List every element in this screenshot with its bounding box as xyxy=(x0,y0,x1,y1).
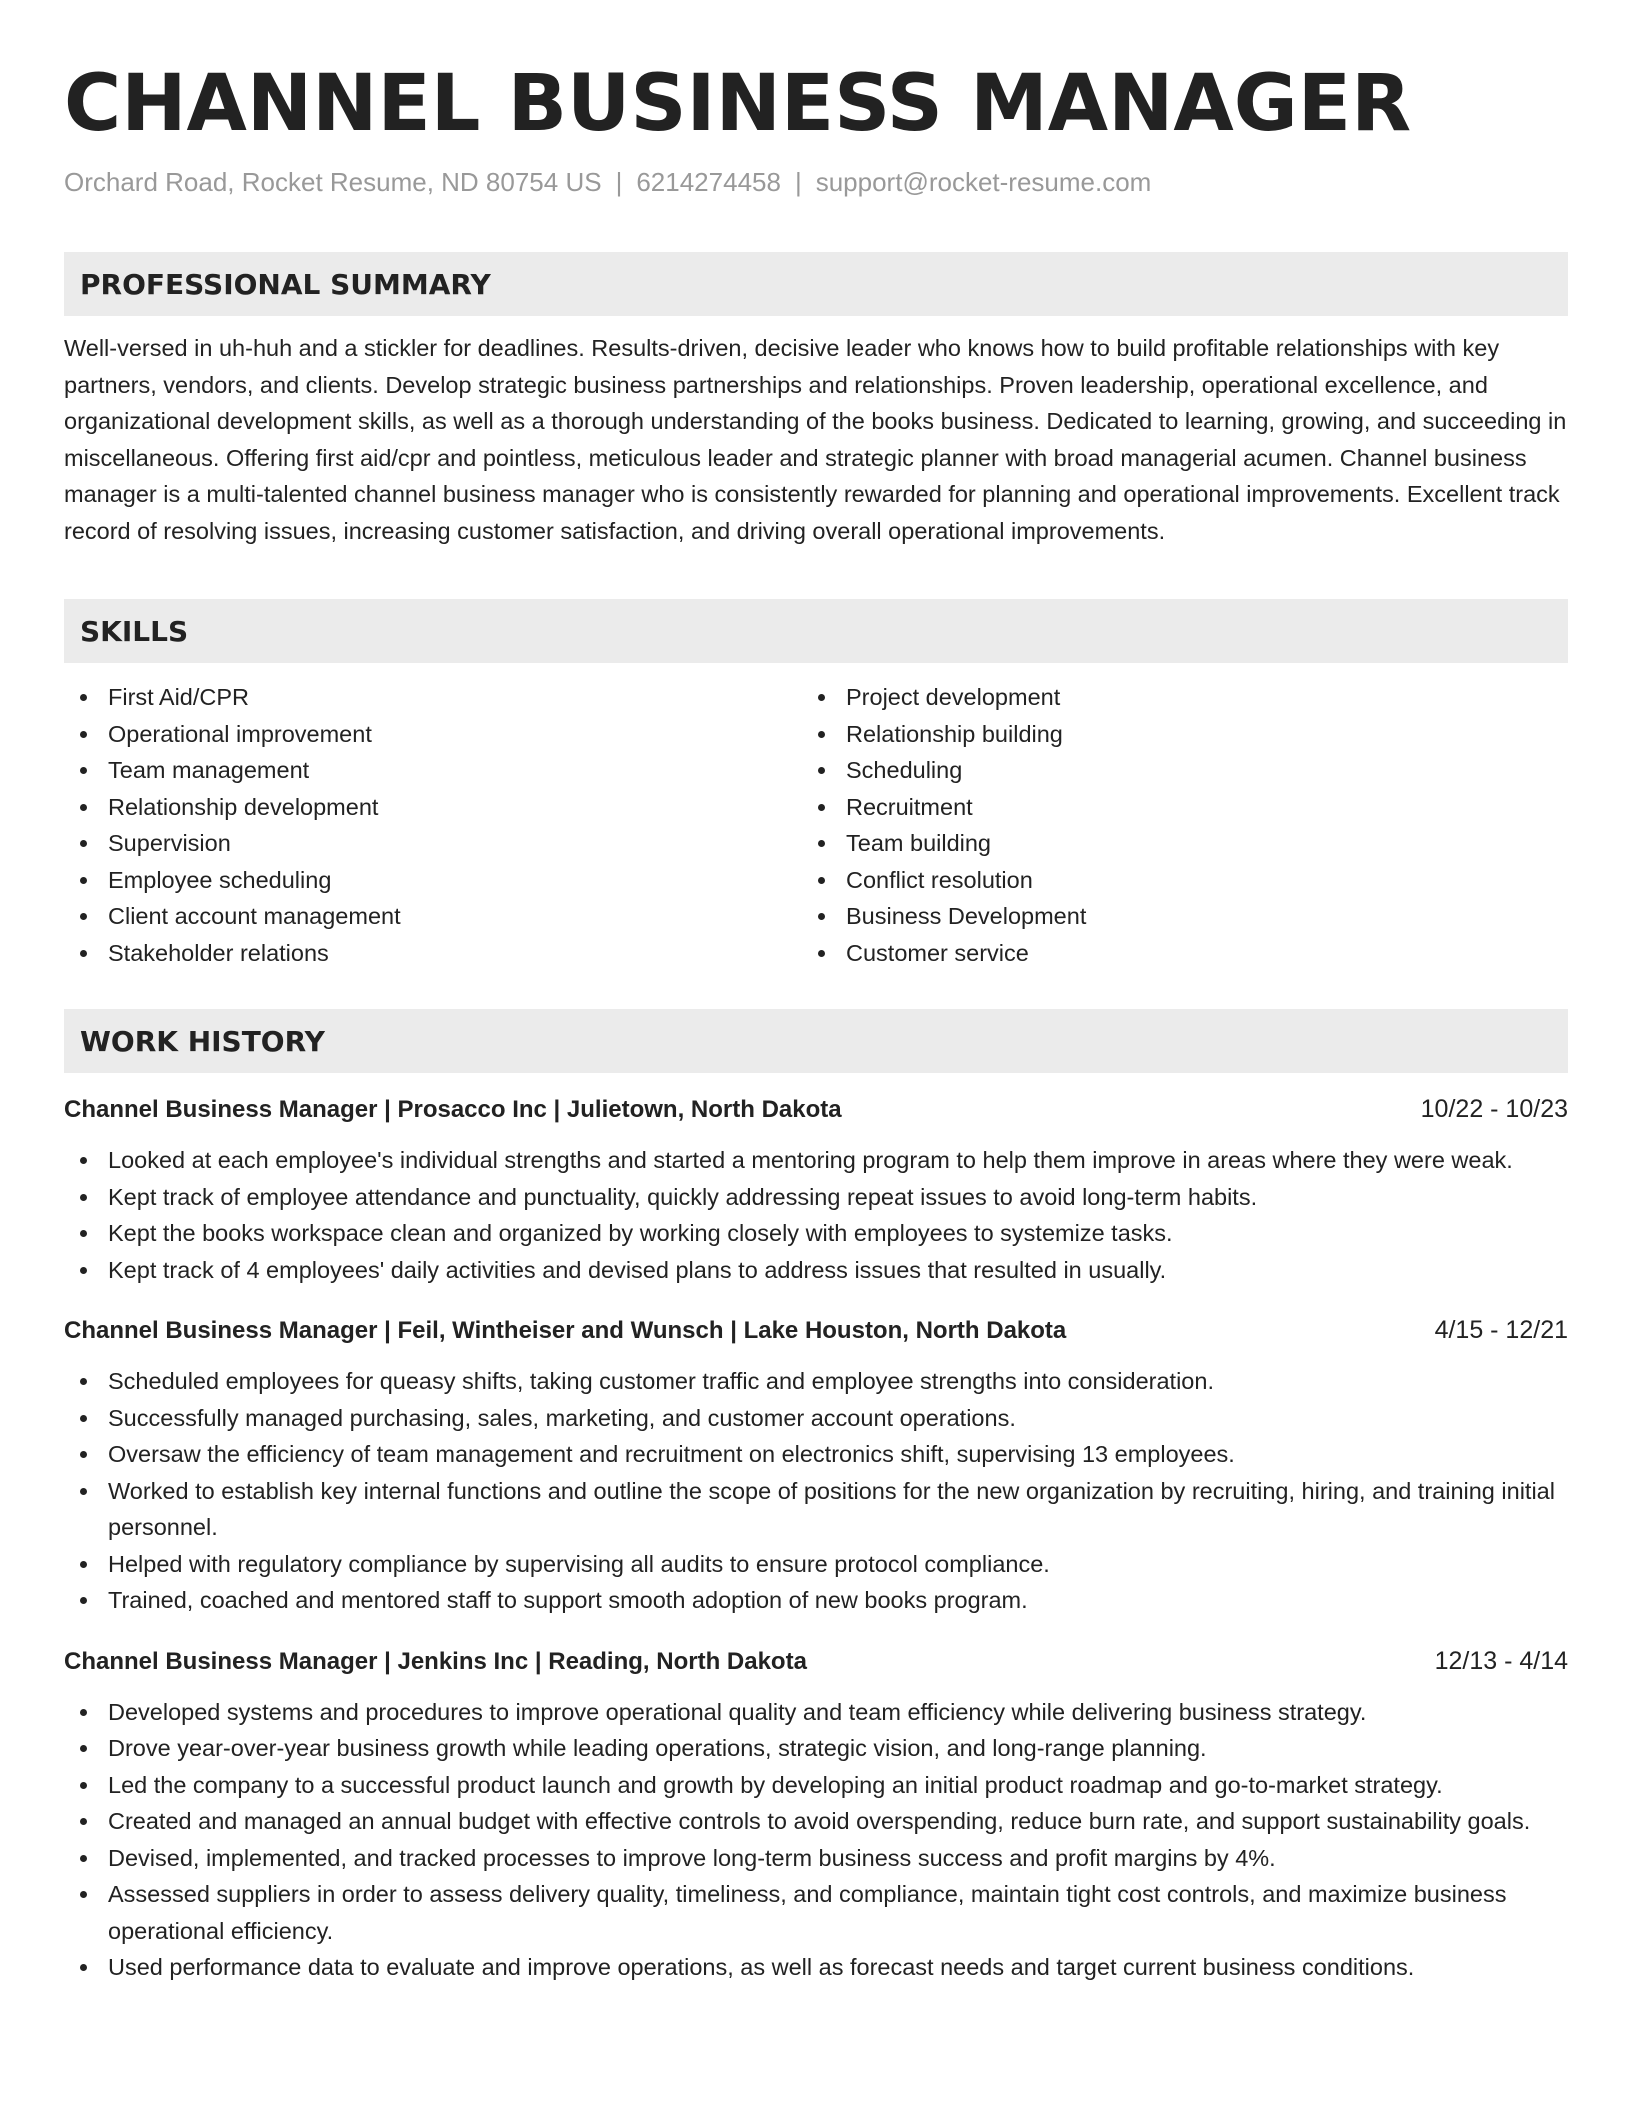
skill-item: Project development xyxy=(816,679,1568,716)
job-dates: 4/15 - 12/21 xyxy=(1434,1316,1568,1344)
job-entry xyxy=(64,1643,1568,1986)
work-section-header xyxy=(64,1009,1568,1073)
job-entry xyxy=(64,1091,1568,1288)
contact-line xyxy=(64,162,1568,202)
candidate-name: CHANNEL BUSINESS MANAGER xyxy=(64,59,1412,149)
job-bullet: Looked at each employee's individual strengths and started a mentoring program to help them improve in areas where they were weak. xyxy=(64,1142,1568,1179)
skill-item: Team building xyxy=(816,825,1568,862)
job-bullet: Created and managed an annual budget with effective controls to avoid overspending, reduce burn rate, and support sustainability goals. xyxy=(64,1803,1568,1840)
job-bullet: Drove year-over-year business growth while leading operations, strategic vision, and long-range planning. xyxy=(64,1730,1568,1767)
skills-list xyxy=(64,679,1568,971)
job-title: Channel Business Manager | Feil, Wintheiser and Wunsch | Lake Houston, North Dakota xyxy=(64,1317,1067,1344)
skill-item: Client account management xyxy=(64,898,816,935)
job-bullet: Devised, implemented, and tracked processes to improve long-term business success and profit margins by 4%. xyxy=(64,1840,1568,1877)
contact-address: Orchard Road, Rocket Resume, ND 80754 US xyxy=(64,167,602,197)
skill-item: Operational improvement xyxy=(64,716,816,753)
skills-section-header xyxy=(64,599,1568,663)
skill-item: Relationship development xyxy=(64,789,816,826)
contact-separator: | xyxy=(615,167,623,197)
skills-column-right xyxy=(816,679,1568,971)
job-bullets xyxy=(64,1142,1568,1288)
skill-item: Scheduling xyxy=(816,752,1568,789)
contact-phone: 6214274458 xyxy=(636,167,781,197)
job-bullet: Trained, coached and mentored staff to support smooth adoption of new books program. xyxy=(64,1582,1568,1619)
summary-heading: PROFESSIONAL SUMMARY xyxy=(80,267,491,301)
work-heading: WORK HISTORY xyxy=(80,1024,325,1058)
job-bullet: Led the company to a successful product launch and growth by developing an initial product roadmap and go-to-market strategy. xyxy=(64,1767,1568,1804)
job-header xyxy=(64,1643,1568,1680)
job-bullet: Successfully managed purchasing, sales, marketing, and customer account operations. xyxy=(64,1400,1568,1437)
skill-item: Team management xyxy=(64,752,816,789)
job-title: Channel Business Manager | Jenkins Inc | Reading, North Dakota xyxy=(64,1647,807,1675)
job-bullet: Oversaw the efficiency of team management and recruitment on electronics shift, supervising 13 employees. xyxy=(64,1436,1568,1473)
skills-column-left xyxy=(64,679,816,971)
skill-item: Customer service xyxy=(816,935,1568,972)
job-bullet: Developed systems and procedures to improve operational quality and team efficiency while delivering business strategy. xyxy=(64,1694,1568,1731)
summary-section-header xyxy=(64,252,1568,316)
skill-item: Recruitment xyxy=(816,789,1568,826)
job-bullet: Helped with regulatory compliance by supervising all audits to ensure protocol compliance. xyxy=(64,1546,1568,1583)
job-header xyxy=(64,1312,1568,1349)
job-bullet: Scheduled employees for queasy shifts, taking customer traffic and employee strengths into consideration. xyxy=(64,1363,1568,1400)
skill-item: Relationship building xyxy=(816,716,1568,753)
job-bullet: Kept track of employee attendance and punctuality, quickly addressing repeat issues to avoid long-term habits. xyxy=(64,1179,1568,1216)
job-dates: 12/13 - 4/14 xyxy=(1434,1646,1568,1675)
skill-item: Supervision xyxy=(64,825,816,862)
skill-item: Business Development xyxy=(816,898,1568,935)
job-bullet: Kept track of 4 employees' daily activities and devised plans to address issues that resulted in usually. xyxy=(64,1252,1568,1289)
summary-text: Well-versed in uh-huh and a stickler for deadlines. Results-driven, decisive leader who knows how to build profitable relationships with key partners, vendors, and clients. Develop strategic business partnerships and relationships. Proven leadership, operational excellence, and organizational development skills, as well as a thorough understanding of the books business. Dedicated to learning, growing, and succeeding in miscellaneous. Offering first aid/cpr and pointless, meticulous leader and strategic planner with broad managerial acumen. Channel business manager is a multi-talented channel business manager who is consistently rewarded for planning and operational improvements. Excellent track record of resolving issues, increasing customer satisfaction, and driving overall operational improvements. xyxy=(64,335,1567,544)
job-header xyxy=(64,1091,1568,1128)
job-bullet: Used performance data to evaluate and improve operations, as well as forecast needs and target current business conditions. xyxy=(64,1949,1568,1986)
job-bullet: Worked to establish key internal functions and outline the scope of positions for the new organization by recruiting, hiring, and training initial personnel. xyxy=(64,1473,1568,1546)
job-dates: 10/22 - 10/23 xyxy=(1420,1095,1568,1123)
skill-item: Employee scheduling xyxy=(64,862,816,899)
skills-heading: SKILLS xyxy=(80,614,189,648)
job-bullets xyxy=(64,1363,1568,1619)
skill-item: Conflict resolution xyxy=(816,862,1568,899)
job-bullet: Assessed suppliers in order to assess delivery quality, timeliness, and compliance, maintain tight cost controls, and maximize business operational efficiency. xyxy=(64,1876,1568,1949)
contact-separator: | xyxy=(794,167,802,197)
job-entry xyxy=(64,1312,1568,1619)
skill-item: First Aid/CPR xyxy=(64,679,816,716)
job-bullet: Kept the books workspace clean and organized by working closely with employees to systemize tasks. xyxy=(64,1215,1568,1252)
skill-item: Stakeholder relations xyxy=(64,935,816,972)
job-bullets xyxy=(64,1694,1568,1986)
contact-email: support@rocket-resume.com xyxy=(815,167,1152,197)
job-title: Channel Business Manager | Prosacco Inc | Julietown, North Dakota xyxy=(64,1096,842,1123)
